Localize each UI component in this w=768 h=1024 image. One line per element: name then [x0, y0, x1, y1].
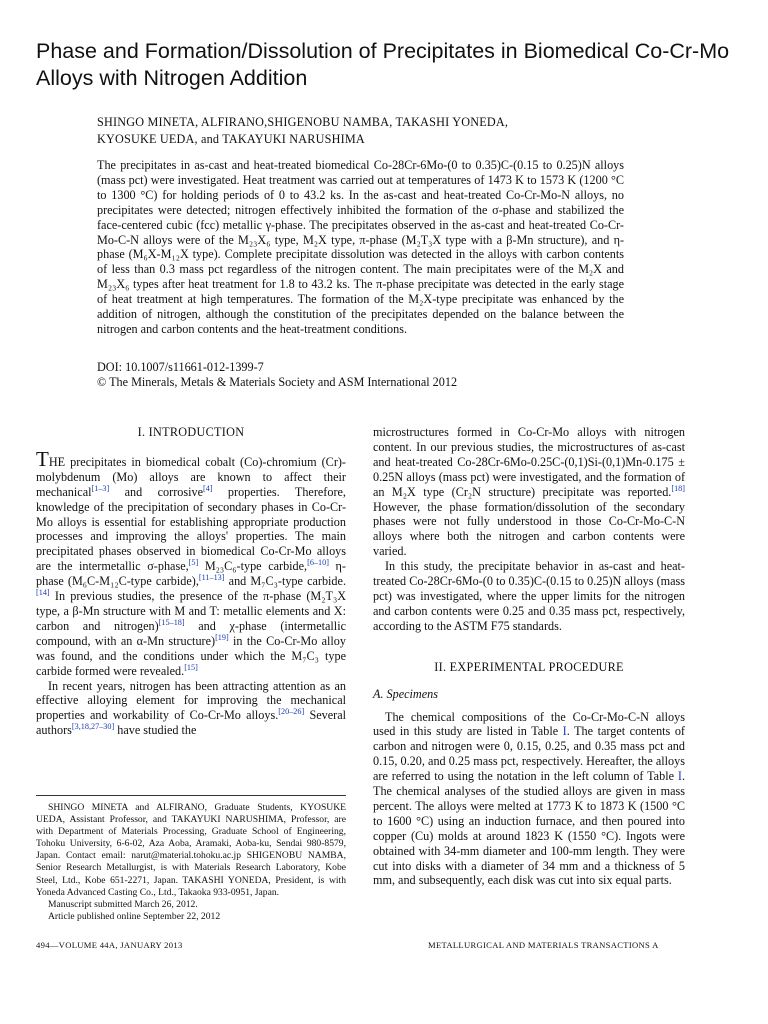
specimens-paragraph: [373, 710, 685, 889]
intro-heading: I. INTRODUCTION: [137, 425, 245, 439]
intro-text: In previous studies, the presence of the π-phase (M₂T₃X type, a β-Mn structure with M and T: metallic elements and X: carbon and nitrogen): [36, 589, 346, 633]
intro-text: have studied the: [114, 723, 197, 738]
intro-paragraph-1: [36, 446, 346, 679]
body-text: The chemical compositions of the Co-Cr-Mo-C-N alloys used in this study are listed in Table: [373, 709, 685, 739]
published-date: Article published online September 22, 2012: [48, 910, 221, 922]
intro-text: and χ-phase (intermetallic compound, with an α-Mn structure): [36, 618, 346, 648]
body-text: . The target contents of carbon and nitrogen were 0, 0.15, 0.25, and 0.35 mass pct and 0.15, 0.20, and 0.25 mass pct, respectively. Hereafter, the alloys are referred to using the notation in the left column of Table: [373, 724, 685, 784]
right-paragraph-1: [373, 425, 685, 559]
submitted-date: Manuscript submitted March 26, 2012.: [48, 898, 198, 910]
footer-volume: 494—VOLUME 44A, JANUARY 2013: [36, 940, 183, 950]
doi-text[interactable]: DOI: 10.1007/s11661-012-1399-7: [97, 360, 264, 374]
citation-link[interactable]: [15–18]: [158, 617, 185, 627]
body-text: microstructures formed in Co-Cr-Mo alloys with nitrogen content. In our previous studies, the microstructures of as-cast and heat-treated Co-28Cr-6Mo-0.25C-(0,1)Si-(0,1)Mn-0.175 ± 0.25N alloys (mass pct) were investigated, and the formation of an M₂X type (Cr₂N structure) precipitate was reported.: [373, 425, 685, 499]
intro-text: and corrosive: [109, 484, 203, 499]
copyright-text: © The Minerals, Metals & Materials Society and ASM International 2012: [97, 375, 458, 389]
citation-link[interactable]: [4]: [202, 483, 213, 493]
citation-link[interactable]: [14]: [36, 588, 50, 597]
author-list: [97, 114, 657, 148]
citation-link[interactable]: [5]: [188, 558, 199, 568]
body-text: . The chemical analyses of the studied alloys are given in mass percent. The alloys were melted at 1773 K to 1873 K (1500 °C to 1600 °C) using an induction furnace, and then poured into copper (Cu) molds at around 1823 K (1550 °C). Ingots were obtained with 34-mm diameter and 100-mm length. They were cut into disks with a diameter of 34 mm and a thickness of 5 mm, and subsequently, each disk was cut into six equal parts.: [373, 769, 685, 888]
intro-text: properties. Therefore, knowledge of the precipitation of secondary phases in Co-Cr-Mo alloys is essential for establishing appropriate production processes and improving the alloys' properties. The main precipitated phases observed in biomedical Co-Cr-Mo alloys are the intermetallic σ-phase,: [36, 484, 346, 574]
body-text: However, the phase formation/dissolution of the secondary phases were not fully understood in those Co-Cr-Mo-C-N alloys where both the nitrogen and carbon contents were varied.: [373, 499, 685, 559]
experimental-heading: II. EXPERIMENTAL PROCEDURE: [434, 659, 624, 674]
doi-block: [97, 360, 624, 390]
authors-line-1: SHINGO MINETA, ALFIRANO,SHIGENOBU NAMBA, TAKASHI YONEDA,: [97, 115, 509, 129]
intro-text: and M₇C₃-type carbide.: [224, 574, 346, 589]
table-link[interactable]: I: [677, 769, 682, 784]
drop-cap: T: [36, 446, 49, 471]
table-link[interactable]: I: [562, 724, 567, 739]
citation-link[interactable]: [20–26]: [278, 707, 305, 717]
intro-text: η-phase (M₆C-M₁₂C-type carbide),: [36, 559, 346, 589]
right-paragraph-2: In this study, the precipitate behavior in as-cast and heat-treated Co-28Cr-6Mo-(0 to 0.35)C-(0.15 to 0.25)N alloys (mass pct) was investigated, where the upper limits for the nitrogen and carbon contents were 0.25 and 0.35 mass pct, respectively, according to the ASTM F75 standards.: [373, 559, 685, 633]
abstract: The precipitates in as-cast and heat-treated biomedical Co-28Cr-6Mo-(0 to 0.35)C-(0.15 to 0.25)N alloys (mass pct) were investigated. Heat treatment was carried out at temperatures of 1473 K to 1573 K (1200 °C to 1300 °C) for holding periods of 0 to 43.2 ks. In the as-cast and heat-treated Co-Cr-Mo-N alloys, no precipitates were detected; nitrogen effectively inhibited the formation of the σ-phase and stabilized the face-centered cubic (fcc) metallic γ-phase. The precipitates observed in the as-cast and heat-treated Co-Cr-Mo-C-N alloys were of the M₂₃X₆ type, M₂X type, π-phase (M₂T₃X type with a β-Mn structure), and η-phase (M₆X-M₁₂X type). Complete precipitate dissolution was detected in the alloys with carbon contents of less than 0.3 mass pct regardless of the nitrogen content. The main precipitates were of the M₂X and M₂₃X₆ types after heat treatment for 1.8 to 43.2 ks. The π-phase precipitate was detected in the early stage of heat treatment at high temperatures. The formation of the M₂X-type precipitate was enhanced by the addition of nitrogen, although the constitution of the precipitates depended on the balance between the nitrogen and carbon contents and the heat-treatment conditions.: [97, 158, 624, 336]
author-footnote: [36, 795, 346, 923]
citation-link[interactable]: [3,18,27–30]: [71, 722, 115, 732]
citation-link[interactable]: [6–10]: [307, 558, 329, 568]
affiliation-text: SHINGO MINETA and ALFIRANO, Graduate Students, KYOSUKE UEDA, Assistant Professor, and TAKAYUKI NARUSHIMA, Professor, are with Department of Materials Processing, Graduate School of Engineering, Tohoku University, 6-6-02, Aza Aoba, Aramaki, Aoba-ku, Sendai 980-8579, Japan. Contact email: narut@material.tohoku.ac.jp SHIGENOBU NAMBA, Senior Research Metallurgist, is with Materials Research Laboratory, Kobe Steel, Ltd., Kobe 651-2271, Japan. TAKASHI YONEDA, President, is with Yoneda Advanced Casting Co., Ltd., Takaoka 933-0951, Japan.: [36, 802, 346, 898]
paper-title: Phase and Formation/Dissolution of Precipitates in Biomedical Co-Cr-Mo Alloys with Nitrogen Addition: [36, 39, 730, 90]
citation-link[interactable]: [18]: [671, 483, 685, 493]
intro-text: M₂₃C₆-type carbide,: [198, 559, 308, 574]
footer-journal: METALLURGICAL AND MATERIALS TRANSACTIONS A: [428, 940, 659, 950]
left-column: [36, 425, 346, 738]
intro-text: HE precipitates in biomedical cobalt (Co)-chromium (Cr)-molybdenum (Mo) alloys are known to affect their mechanical: [36, 454, 346, 499]
citation-link[interactable]: [11–13]: [198, 573, 225, 583]
citation-link[interactable]: [19]: [215, 632, 229, 642]
right-column: [373, 425, 685, 888]
authors-line-2: KYOSUKE UEDA, and TAKAYUKI NARUSHIMA: [97, 132, 365, 146]
citation-link[interactable]: [1–3]: [91, 483, 110, 493]
intro-text: in the Co-Cr-Mo alloy was found, and the conditions under which the M₇C₃ type carbide formed were revealed.: [36, 633, 346, 678]
specimens-heading: A. Specimens: [373, 686, 438, 701]
intro-paragraph-2: [36, 679, 346, 739]
intro-text: Several authors: [36, 708, 346, 738]
citation-link[interactable]: [15]: [184, 662, 198, 672]
intro-text: In recent years, nitrogen has been attracting attention as an effective alloying element for improving the mechanical properties and workability of Co-Cr-Mo alloys.: [36, 678, 346, 723]
